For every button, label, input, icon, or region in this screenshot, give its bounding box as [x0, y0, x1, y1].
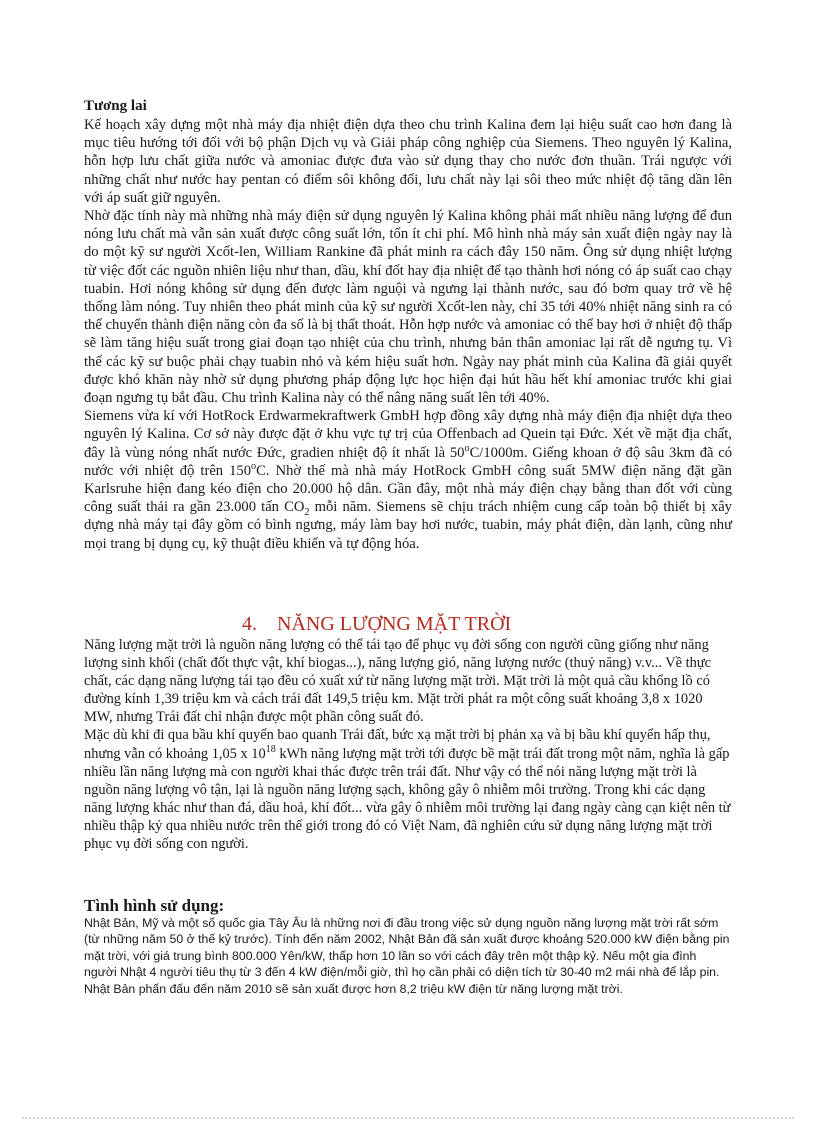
usage-section: [84, 896, 732, 997]
chapter-number: 4.: [242, 613, 257, 635]
usage-heading: Tình hình sử dụng:: [84, 896, 225, 915]
usage-paragraph: Nhật Bản, Mỹ và một số quốc gia Tây Âu là những nơi đi đầu trong việc sử dụng nguồn năng lượng mặt trời rất sớm (từ những năm 50 ở thế kỷ trước). Tính đến năm 2002, Nhật Bản đã sản xuất được khoảng 520.000 kW điện bằng pin mặt trời, với giá trung bình 800.000 Yên/kW, thấp hơn 10 lần so với cách đây trên một thập kỷ. Nếu một gia đình người Nhật 4 người tiêu thụ từ 3 đến 4 kW điện/mỗi giờ, thì họ cần phải có diện tích từ 30-40 m2 mái nhà để lắp pin. Nhật Bản phấn đấu đến năm 2010 sẽ sản xuất được hơn 8,2 triệu kW điện từ năng lượng mặt trời.: [84, 916, 730, 996]
future-section: [84, 97, 732, 553]
text-run: kWh năng lượng mặt trời tới được bề mặt trái đất trong một năm, nghĩa là gấp nhiều lần năng lượng mà con người khai thác được trên trái đất. Như vậy có thể nói năng lượng mặt trời là nguồn năng lượng vô tận, lại là nguồn năng lượng sạch, không gây ô nhiễm môi trường. Trong khi các dạng năng lượng khác như than đá, dầu hoả, khí đốt... vừa gây ô nhiễm môi trường lại đang ngày càng cạn kiệt nên từ nhiều thập kỷ qua nhiều nước trên thế giới trong đó có Việt Nam, đã nghiên cứu sử dụng năng lượng mặt trời phục vụ đời sống con người.: [84, 745, 731, 853]
future-paragraph-3: [84, 407, 732, 553]
solar-paragraph-1: Năng lượng mặt trời là nguồn năng lượng có thể tái tạo để phục vụ đời sống con người cũng giống như năng lượng sinh khối (chất đốt thực vật, khí biogas...), năng lượng gió, năng lượng nước (thuỷ năng) v.v... Về thực chất, các dạng năng lượng tái tạo đều có xuất xứ từ năng lượng mặt trời. Mặt trời là một quả cầu khổng lồ có đường kính 1,39 triệu km và cách trái đất 149,5 triệu km. Mặt trời phát ra một công suất khoảng 3,8 x 1020 MW, nhưng Trái đất chỉ nhận được một phần công suất đó.: [84, 637, 712, 726]
future-paragraph-1: Kế hoạch xây dựng một nhà máy địa nhiệt điện dựa theo chu trình Kalina đem lại hiệu suất cao hơn đang là mục tiêu hướng tới đối với bộ phận Dịch vụ và Giải pháp công nghiệp của Siemens. Theo nguyên lý Kalina, hỗn hợp lưu chất giữa nước và amoniac được đưa vào sử dụng thay cho nước đơn thuần. Trái ngược với những chất như nước hay pentan có điểm sôi không đổi, lưu chất này lại sôi theo mức nhiệt độ tăng dần lên với áp suất giữ nguyên.: [84, 117, 732, 206]
text-run: Mặc dù khi đi qua bầu khí quyển bao quanh Trái đất, bức xạ mặt trời bị phản xạ và bị bầu khí quyển hấp thụ, nhưng vẫn có khoảng 1,05 x 10: [84, 727, 711, 762]
text-run: Siemens vừa kí với HotRock Erdwarmekraftwerk GmbH hợp đồng xây dựng nhà máy điện địa nhiệt dựa theo nguyên lý Kalina. Cơ sở này được đặt ở khu vực tự trị của Offenbach ad Quein tại Đức. Xét về mặt địa chất, đây là vùng nóng nhất nước Đức, gradien nhiệt độ ít nhất là 50: [84, 408, 732, 461]
solar-section: [84, 612, 732, 853]
chapter-title: [84, 612, 732, 636]
text-run: mỗi năm. Siemens sẽ chịu trách nhiệm cung cấp toàn bộ thiết bị xây dựng nhà máy tại đây gồm có bình ngưng, máy làm bay hơi nước, tuabin, máy phát điện, dàn lạnh, cũng như mọi trang bị dụng cụ, kỹ thuật điều khiển và tự động hóa.: [84, 499, 732, 552]
text-run: C. Nhờ thế mà nhà máy HotRock GmbH công suất 5MW điện năng đặt gần Karlsruhe hiện đang kéo điện cho 20.000 hộ dân. Gần đây, một nhà máy điện chạy bằng than đốt với cùng công suất thải ra gần 23.000 tấn CO: [84, 462, 732, 516]
degree-superscript: o: [251, 461, 257, 472]
future-paragraph-2: Nhờ đặc tính này mà những nhà máy điện sử dụng nguyên lý Kalina không phải mất nhiều năng lượng để đun nóng lưu chất mà vẫn sản xuất được công suất lớn, tốn ít chi phí. Mô hình nhà máy sản xuất điện ngày nay là do một kỹ sư người Xcốt-len, William Rankine đã phát minh ra cách đây 150 năm. Ông sử dụng nhiệt lượng từ việc đốt các nguồn nhiên liệu như than, dầu, khí đốt hay địa nhiệt để tạo thành hơi nóng có áp suất cao chạy tuabin. Hơi nóng không sử dụng đến được làm nguội và ngưng lại thành nước, sau đó bơm quay trở về hệ thống làm nóng. Tuy nhiên theo phát minh của kỹ sư người Xcốt-len này, chỉ 35 tới 40% nhiệt năng sinh ra có thể chuyển thành điện năng còn đa số là bị thất thoát. Hỗn hợp nước và amoniac có thể bay hơi ở nhiệt độ thấp sẽ làm tăng hiệu suất trong giai đoạn tạo nhiệt của chu trình, nhưng bản thân amoniac lại rất dễ ngưng tụ. Vì thế các kỹ sư buộc phải chạy tuabin nhỏ và kém hiệu suất hơn. Ngày nay phát minh của Kalina đã giải quyết được khó khăn này nhờ sử dụng phương pháp động lực học hiện đại hút hầu hết khí amoniac trước khi giai đoạn ngưng tụ bắt đầu. Chu trình Kalina này có thể nâng năng suất lên tới 40%.: [84, 208, 732, 407]
chapter-title-text: NĂNG LƯỢNG MẶT TRỜI: [277, 613, 512, 635]
future-heading: Tương lai: [84, 98, 147, 114]
co2-subscript: 2: [304, 507, 310, 519]
solar-paragraph-2: [84, 726, 732, 853]
exponent-superscript: 18: [265, 743, 276, 755]
degree-superscript: o: [464, 442, 470, 454]
page-bottom-border: [22, 1117, 794, 1121]
text-run: C/1000m. Giếng khoan ở độ sâu 3km đã có nước với nhiệt độ trên 150: [84, 444, 732, 479]
